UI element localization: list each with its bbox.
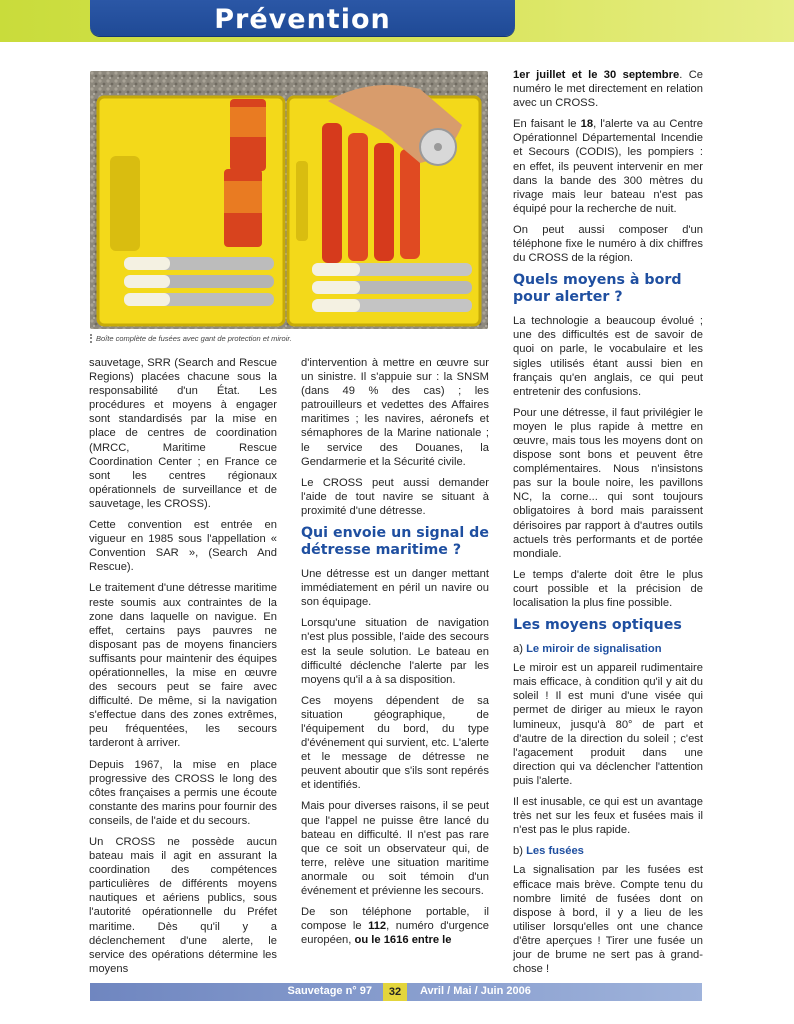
paragraph: Cette convention est entrée en vigueur en 1985 sous l'appellation « Convention SAR », (Search And Rescue). [89,519,277,574]
paragraph: Ces moyens dépendent de sa situation géographique, de l'équipement du bord, du type d'événement qui survient, etc. L'alerte et le message de détresse ne peuvent aboutir que s'ils sont repérés et identifiés. [301,694,489,792]
subheading-prefix: b) [513,845,527,858]
text-run: De son téléphone portable, il compose le [301,906,489,933]
flare-kit-photo [90,71,488,329]
magazine-issue: Sauvetage n° 97 [287,985,372,997]
subheading-prefix: a) [513,643,527,656]
subheading-label: Le miroir de signalisation [526,643,662,656]
paragraph: Une détresse est un danger mettant immédiatement en péril un navire ou son équipage. [301,568,489,609]
paragraph: Il est inusable, ce qui est un avantage très net sur les feux et fusées mais il n'est pas le plus rapide. [513,796,703,837]
paragraph: Le temps d'alerte doit être le plus court possible et la précision de localisation la plus fine possible. [513,568,703,609]
section-title: Prévention [214,4,391,35]
emergency-number: 112 [368,920,387,933]
text-run: En faisant le [513,118,581,131]
paragraph: Mais pour diverses raisons, il se peut que l'appel ne puisse être lancé du bateau en difficulté. Il n'est pas rare que ce soit un observateur qui, de terre, relève une situation maritime anormale ou soit témoin d'un événement et prévienne les secours. [301,800,489,897]
text-run: , l'alerte va au Centre Opérationnel Départemental Incendie et Secours (CODIS), les pompiers : en effet, ils peuvent intervenir en mer dans la bande des 300 mètres du rivage mais leur bateau n'est pas équipé pour la recherche de nuit. [513,118,703,215]
paragraph: Le miroir est un appareil rudimentaire mais efficace, à condition qu'il y ait du soleil ! Il est muni d'une visée qui permet de diriger au mieux le rayon lumineux, jusqu'à 80° de part et d'autre de la direction du soleil ; c'est l'agacement produit dans une direction qui va déclencher l'attention puis l'alerte. [513,662,703,787]
page-footer [90,983,702,1001]
subheading-miroir [513,642,703,656]
paragraph [513,117,703,216]
section-header-tab [90,0,515,36]
paragraph: Un CROSS ne possède aucun bateau mais il agit en assurant la coordination des compétences particulières de différents moyens nautiques et aériens publics, sous l'autorité opérationnelle du Préfet maritime. Dès qu'il y a déclenchement d'une alerte, le service des opérations détermine les moyens [89,836,277,975]
paragraph: Lorsqu'une situation de navigation n'est plus possible, l'aide des secours est la seule solution. Le bateau en difficulté déclenche l'alerte par les moyens qu'il a à sa disposition. [301,617,489,686]
subheading-label: Les fusées [526,845,584,858]
column-1 [89,356,277,983]
paragraph: Depuis 1967, la mise en place progressive des CROSS le long des côtes françaises a permis une écoute constante des marins pour fournir des conseils, de l'aide et du secours. [89,758,277,827]
paragraph: sauvetage, SRR (Search and Rescue Regions) placées chacune sous la responsabilité d'un État. Les procédures et moyens à engager sont standardisés par la mise en place de centres de coordination (MRCC, Maritime Rescue Coordination Center ; en France ce sont les centres régionaux opérationnels de surveillance et de sauvetage, les CROSS). [89,357,277,510]
emergency-number: 18 [580,118,594,131]
section-heading-signal: Qui envoie un signal de détresse maritime ? [301,525,489,559]
paragraph: d'intervention à mettre en œuvre sur un sinistre. Il s'appuie sur : la SNSM (dans 49 % des cas) ; les patrouilleurs et vedettes des Affaires maritimes ; les navires, aéronefs et sémaphores de la Marine nationale ; le service des Douanes, la Gendarmerie et la Sécurité civile. [301,357,489,468]
text-bold: 1er juillet et le 30 septembre [513,69,680,81]
paragraph: Le traitement d'une détresse maritime reste soumis aux contraintes de la zone dans laquelle on navigue. En effet, certains pays pauvres ne disposant pas de moyens financiers suffisants pour maintenir des équipes opérationnelles, la mise en œuvre des secours peut se faire avec difficulté. De même, si la navigation s'effectue dans des zones extrêmes, peu fréquentées, les secours tarderont à arriver. [89,582,277,750]
text-bold: ou le 1616 entre le [354,934,452,947]
photo-caption: Boîte complète de fusées avec gant de protection et miroir. [90,334,494,343]
paragraph: On peut aussi composer d'un téléphone fixe le numéro à dix chiffres du CROSS de la région. [513,223,703,265]
column-2 [301,356,489,954]
paragraph: Le CROSS peut aussi demander l'aide de tout navire se situant à proximité d'une détresse. [301,476,489,517]
column-3 [513,68,703,983]
issue-date: Avril / Mai / Juin 2006 [420,985,531,997]
subheading-fusees [513,844,703,858]
paragraph: Pour une détresse, il faut privilégier le moyen le plus rapide à mettre en œuvre, mais tous les moyens dont on dispose sont bons et peuvent être complémentaires. Nous n'insistons pas sur la boule noire, les pavillons NC, la corne... qui sont toujours obligatoires à bord mais paraissent dérisoires par rapport à d'autres outils actuels très performants et de portée mondiale. [513,406,703,560]
paragraph: La technologie a beaucoup évolué ; une des difficultés est de savoir de quoi on parle, le vocabulaire et les sigles utilisés étant aussi bien en français qu'en anglais, ce qui peut entretenir des confusions. [513,315,703,398]
paragraph [513,68,703,110]
paragraph: La signalisation par les fusées est efficace mais brève. Compte tenu du nombre limité de fusées dont on dispose à bord, il y a lieu de les utiliser lorsqu'elles ont une chance d'être aperçues ! Tirer une fusée un jour de brume ne sert pas à grand-chose ! [513,864,703,976]
text-run: , numéro d'urgence européen, [301,920,489,947]
section-heading-moyens: Quels moyens à bord pour alerter ? [513,272,682,306]
section-heading-optiques: Les moyens optiques [513,617,682,634]
text-run: . Ce numéro le met directement en relation avec un CROSS. [513,69,703,110]
page-number: 32 [383,983,407,1001]
paragraph [301,905,489,947]
flare-kit-illustration [90,71,488,329]
